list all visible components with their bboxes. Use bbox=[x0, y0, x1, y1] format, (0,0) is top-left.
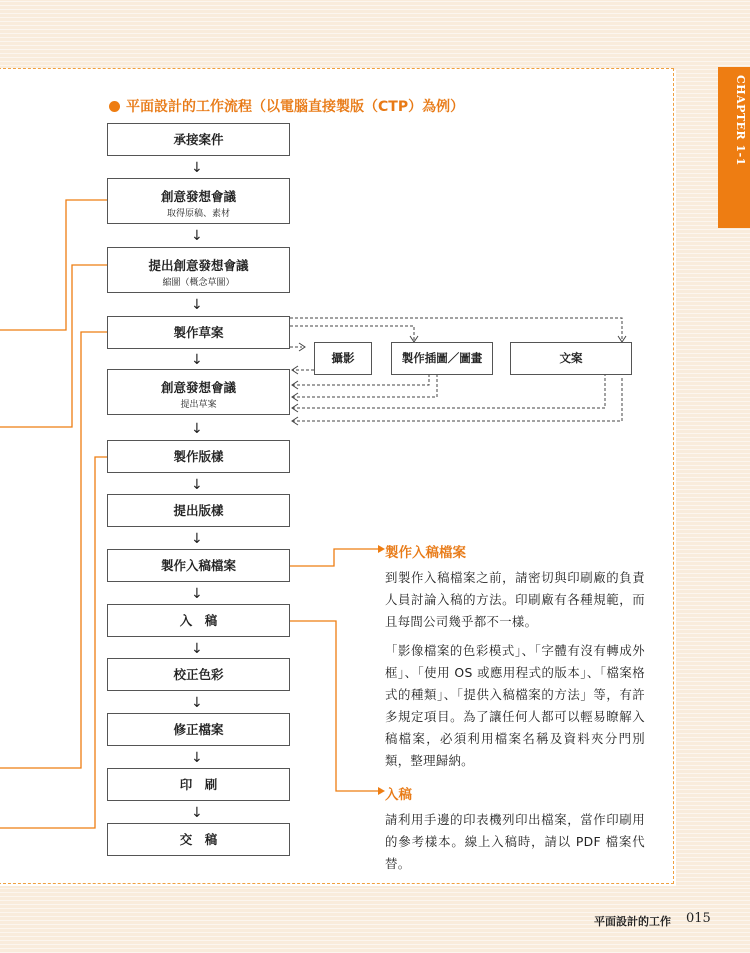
flow-step-title: 修正檔案 bbox=[173, 722, 224, 737]
flow-step-submit-layout bbox=[107, 494, 290, 527]
note-make-print-file bbox=[385, 541, 645, 772]
flow-step-subtitle: 取得原稿、素材 bbox=[166, 209, 230, 219]
side-task-copywriting bbox=[510, 342, 632, 375]
chapter-label: CHAPTER 1-1 bbox=[734, 75, 747, 166]
flow-step-fix-file bbox=[107, 713, 290, 746]
down-arrow-icon: ↓ bbox=[191, 352, 203, 368]
down-arrow-icon: ↓ bbox=[191, 297, 203, 313]
flow-step-printing bbox=[107, 768, 290, 801]
note-submit-file bbox=[385, 783, 645, 875]
down-arrow-icon: ↓ bbox=[191, 805, 203, 821]
callout-arrow-1 bbox=[378, 545, 385, 553]
flow-step-accept-project bbox=[107, 123, 290, 156]
down-arrow-icon: ↓ bbox=[191, 641, 203, 657]
flow-step-color-proof bbox=[107, 658, 290, 691]
note-title: 入稿 bbox=[385, 787, 412, 803]
callout-line-1 bbox=[290, 549, 378, 566]
down-arrow-icon: ↓ bbox=[191, 228, 203, 244]
loop-line-2 bbox=[0, 265, 107, 427]
flow-step-title: 校正色彩 bbox=[173, 667, 224, 682]
flow-step-title: 提出版樣 bbox=[173, 503, 224, 518]
flow-step-title: 製作草案 bbox=[173, 325, 224, 340]
flow-step-make-draft bbox=[107, 316, 290, 349]
down-arrow-icon: ↓ bbox=[191, 531, 203, 547]
flow-step-present-ideas bbox=[107, 247, 290, 293]
side-task-photography bbox=[314, 342, 372, 375]
note-paragraph: 「影像檔案的色彩模式」、「字體有沒有轉成外框」、「使用 OS 或應用程式的版本」、「檔案格式的種類」、「提供入稿檔案的方法」等，有許多規定項目。為了讓任何人都可以輕易瞭解入稿檔案，必須利用檔案名稱及資料夾分門別類，整理歸納。 bbox=[385, 643, 645, 768]
flow-step-title: 提出創意發想會議 bbox=[148, 258, 249, 273]
flow-step-title: 印 刷 bbox=[179, 777, 218, 792]
loop-line-4 bbox=[0, 457, 107, 828]
flow-step-make-print-file bbox=[107, 549, 290, 582]
flow-step-title: 承接案件 bbox=[173, 132, 224, 147]
down-arrow-icon: ↓ bbox=[191, 421, 203, 437]
side-task-label: 攝影 bbox=[331, 351, 355, 365]
flow-step-title: 製作版樣 bbox=[173, 449, 224, 464]
footer-title: 平面設計的工作 bbox=[594, 915, 671, 928]
heading-text: 平面設計的工作流程（以電腦直接製版（CTP）為例） bbox=[126, 99, 465, 115]
note-paragraph: 到製作入稿檔案之前，請密切與印刷廠的負責人員討論入稿的方法。印刷廠有各種規範，而且每間公司幾乎都不一樣。 bbox=[385, 570, 645, 629]
flow-step-title: 製作入稿檔案 bbox=[160, 558, 236, 573]
down-arrow-icon: ↓ bbox=[191, 160, 203, 176]
down-arrow-icon: ↓ bbox=[191, 586, 203, 602]
side-task-label: 製作插圖／圖畫 bbox=[401, 351, 483, 365]
dashed-to-copy bbox=[290, 318, 622, 341]
side-task-label: 文案 bbox=[559, 351, 583, 365]
dashed-from-copy-2 bbox=[292, 376, 622, 421]
flow-step-idea-meeting bbox=[107, 178, 290, 224]
loop-line-3 bbox=[0, 332, 107, 768]
down-arrow-icon: ↓ bbox=[191, 695, 203, 711]
down-arrow-icon: ↓ bbox=[191, 477, 203, 493]
flow-step-deliver bbox=[107, 823, 290, 856]
flow-step-title: 交 稿 bbox=[179, 832, 218, 847]
flow-step-make-layout bbox=[107, 440, 290, 473]
note-paragraph: 請利用手邊的印表機列印出檔案，當作印刷用的參考樣本。線上入稿時，請以 PDF 檔案代替。 bbox=[385, 812, 645, 871]
callout-arrow-2 bbox=[378, 787, 385, 795]
side-task-illustration bbox=[391, 342, 493, 375]
flow-step-submit-file bbox=[107, 604, 290, 637]
flow-step-title: 創意發想會議 bbox=[160, 380, 236, 395]
flow-step-subtitle: 提出草案 bbox=[180, 400, 217, 410]
flow-step-title: 創意發想會議 bbox=[160, 189, 236, 204]
callout-line-2 bbox=[290, 621, 378, 791]
note-title: 製作入稿檔案 bbox=[385, 545, 466, 561]
flow-step-title: 入 稿 bbox=[179, 613, 218, 628]
page-number: 015 bbox=[686, 911, 711, 926]
flow-step-draft-meeting bbox=[107, 369, 290, 415]
flow-step-subtitle: 縮圖（概念草圖） bbox=[162, 278, 235, 288]
down-arrow-icon: ↓ bbox=[191, 750, 203, 766]
dashed-to-illustration bbox=[290, 326, 414, 341]
